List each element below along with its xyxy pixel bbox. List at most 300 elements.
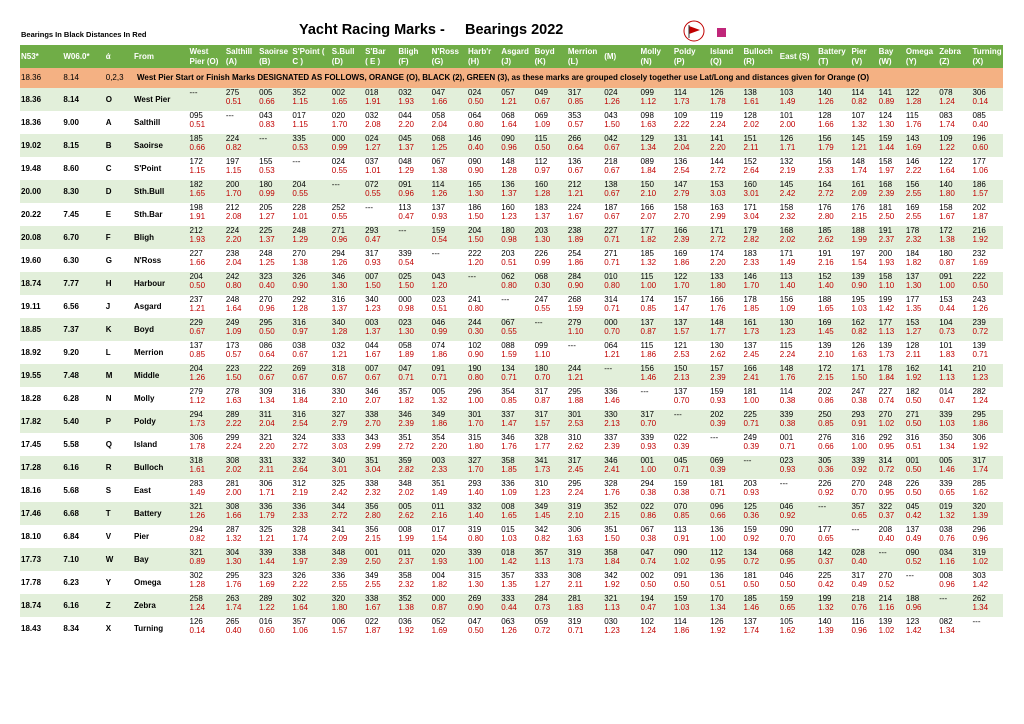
distance-value: 1.37 [398, 143, 414, 153]
distance-value: 2.22 [225, 419, 242, 429]
bearing-value: 270 [259, 295, 273, 304]
distance-value: 0.93 [710, 396, 726, 406]
cell [291, 433, 330, 456]
bearing-value: --- [673, 410, 682, 419]
distance-value: 0.50 [905, 465, 922, 475]
cell [603, 318, 639, 341]
bearing-value: 001 [779, 433, 794, 442]
distance-value: 1.21 [567, 373, 584, 383]
bearing-value: 090 [673, 548, 688, 557]
bearing-value: 126 [779, 134, 794, 143]
cell [640, 295, 673, 318]
cell [500, 548, 533, 571]
column-header [467, 45, 500, 68]
bearing-value: 169 [818, 318, 832, 327]
bearing-value: 306 [972, 88, 986, 97]
cell [364, 479, 397, 502]
distance-value: 0.95 [710, 557, 726, 567]
bearing-value: 140 [818, 617, 832, 626]
cell [878, 594, 905, 617]
bearing-value: 278 [225, 387, 240, 396]
bearing-value: 336 [604, 387, 618, 396]
distance-value: 2.80 [818, 212, 834, 222]
distance-value: 0.85 [501, 396, 517, 406]
distance-value: 1.38 [292, 258, 308, 268]
cell [364, 617, 397, 640]
distance-value: 1.92 [398, 626, 414, 636]
bearing-value: 319 [567, 548, 582, 557]
cell [640, 226, 673, 249]
cell [291, 502, 330, 525]
bearing-value: 156 [818, 134, 832, 143]
cell [779, 433, 817, 456]
distance-value: 0.89 [878, 97, 895, 107]
cell [938, 249, 971, 272]
bearing-value: 022 [673, 433, 688, 442]
cell [364, 502, 397, 525]
cell [189, 571, 225, 594]
cell [603, 364, 639, 387]
bearing-value: 351 [604, 525, 618, 534]
row-lon: 9.20 [62, 341, 104, 364]
cell [779, 548, 817, 571]
bearing-value: 270 [851, 479, 865, 488]
bearing-value: 152 [818, 272, 832, 281]
cell [331, 111, 364, 134]
cell [291, 134, 330, 157]
distance-value: 1.86 [431, 350, 448, 360]
cell [189, 272, 225, 295]
cell [938, 203, 971, 226]
cell [534, 203, 567, 226]
bearing-value: 281 [567, 594, 582, 603]
bearing-value: 005 [431, 387, 446, 396]
row-from: Saoirse [133, 134, 189, 157]
cell [603, 479, 639, 502]
distance-value: 1.24 [189, 603, 206, 613]
cell [225, 203, 258, 226]
distance-value: 2.10 [818, 350, 834, 360]
distance-value: 2.82 [743, 235, 760, 245]
bearing-value: 126 [189, 617, 203, 626]
bearing-value: 037 [365, 157, 379, 166]
distance-value: 2.99 [365, 442, 381, 452]
cell [189, 456, 225, 479]
distance-value: 2.41 [604, 465, 620, 475]
cell [850, 364, 877, 387]
bearing-value: 226 [818, 479, 832, 488]
cell [567, 318, 603, 341]
cell [431, 341, 467, 364]
bearing-value: 043 [431, 272, 446, 281]
cell [331, 456, 364, 479]
bearing-value: 068 [534, 272, 548, 281]
distance-value: 2.62 [567, 442, 584, 452]
mark-row [20, 111, 1003, 134]
distance-value: 2.70 [365, 419, 381, 429]
distance-value: 1.92 [905, 373, 922, 383]
bearing-value: 136 [710, 525, 724, 534]
bearing-value: 348 [331, 548, 346, 557]
bearing-value: 359 [398, 456, 412, 465]
distance-value: 0.64 [259, 350, 275, 360]
distance-value: 1.67 [567, 212, 584, 222]
distance-value: 0.93 [640, 442, 657, 452]
distance-value: 2.45 [567, 465, 584, 475]
distance-value: 0.37 [818, 557, 834, 567]
column-header-line2: (H) [468, 56, 480, 66]
cell [534, 249, 567, 272]
distance-value: 0.70 [851, 488, 868, 498]
bearing-value: 136 [710, 571, 724, 580]
cell [850, 249, 877, 272]
pier-lon: 8.14 [62, 68, 104, 88]
distance-value: 0.60 [259, 626, 275, 636]
cell [779, 88, 817, 111]
bearing-value: 003 [431, 456, 446, 465]
mark-row [20, 180, 1003, 203]
cell [742, 571, 778, 594]
bearing-value: 180 [501, 226, 515, 235]
distance-value: 0.40 [468, 143, 484, 153]
bearing-value: 011 [398, 548, 412, 557]
distance-value: 1.47 [501, 419, 517, 429]
cell [500, 226, 533, 249]
cell [500, 617, 533, 640]
distance-value: 0.51 [431, 304, 448, 314]
bearing-value: 032 [331, 341, 346, 350]
bearing-value: 336 [259, 502, 273, 511]
bearing-value: 046 [779, 571, 794, 580]
cell [467, 180, 500, 203]
bearing-value: 128 [905, 341, 920, 350]
bearing-value: 263 [225, 594, 240, 603]
distance-value: 0.99 [259, 189, 275, 199]
cell [603, 548, 639, 571]
row-from: Sth.Bar [133, 203, 189, 226]
bearing-value: 248 [292, 226, 306, 235]
cell [817, 502, 850, 525]
distance-value: 2.37 [878, 235, 895, 245]
bearing-value: 150 [640, 180, 654, 189]
cell [534, 410, 567, 433]
bearing-value: 020 [331, 111, 346, 120]
bearing-value: 122 [939, 157, 953, 166]
row-code: A [105, 111, 133, 134]
bearing-value: 142 [818, 548, 832, 557]
cell [850, 295, 877, 318]
cell [673, 203, 709, 226]
bearing-value: 191 [878, 226, 893, 235]
distance-value: 1.92 [604, 580, 620, 590]
bearing-value: 346 [365, 387, 379, 396]
column-header-line1: Island [710, 46, 734, 56]
distance-value: 1.24 [640, 626, 657, 636]
bearing-value: 295 [259, 318, 273, 327]
distance-value: 1.46 [640, 373, 657, 383]
cell [225, 157, 258, 180]
cell [938, 479, 971, 502]
cell [673, 387, 709, 410]
distance-value: 1.74 [292, 534, 308, 544]
bearing-value: 188 [851, 226, 865, 235]
bearing-value: 238 [567, 226, 582, 235]
bearing-value: 351 [431, 479, 446, 488]
mark-row [20, 387, 1003, 410]
row-code: P [105, 410, 133, 433]
distance-value: 1.06 [972, 166, 989, 176]
bearing-value: 321 [604, 594, 618, 603]
bearing-value: 244 [567, 364, 582, 373]
distance-value: 0.57 [567, 120, 584, 130]
cell [673, 341, 709, 364]
cell [291, 249, 330, 272]
row-from: Salthill [133, 111, 189, 134]
distance-value: 1.24 [972, 396, 989, 406]
distance-value: 2.09 [331, 534, 348, 544]
cell [603, 341, 639, 364]
cell [742, 479, 778, 502]
bearing-value: 090 [468, 157, 482, 166]
bearing-value: 328 [604, 479, 618, 488]
west-pier-start-row [20, 68, 1003, 88]
bearing-value: 258 [189, 594, 203, 603]
column-header-line1: N'Ross [431, 46, 459, 56]
cell [431, 502, 467, 525]
cell [640, 341, 673, 364]
bearing-value: 194 [640, 594, 654, 603]
column-header [331, 45, 364, 68]
cell [189, 617, 225, 640]
cell [397, 249, 430, 272]
bearing-value: 146 [905, 157, 920, 166]
bearing-value: 148 [779, 364, 794, 373]
cell [500, 272, 533, 295]
bearing-value: 137 [743, 341, 757, 350]
distance-value: 1.00 [743, 396, 760, 406]
cell [567, 433, 603, 456]
cell [972, 594, 1004, 617]
cell [431, 387, 467, 410]
column-header-line1: Bulloch [743, 46, 773, 56]
cell [878, 111, 905, 134]
bearing-value: 222 [972, 272, 986, 281]
cell [567, 157, 603, 180]
row-from: Bulloch [133, 456, 189, 479]
bearing-value: 336 [331, 571, 346, 580]
cell [817, 617, 850, 640]
cell [972, 272, 1004, 295]
row-from: Zebra [133, 594, 189, 617]
bearing-value: 107 [851, 111, 865, 120]
bearing-value: 150 [673, 364, 688, 373]
bearing-value: 331 [259, 456, 273, 465]
cell [709, 571, 742, 594]
cell [534, 433, 567, 456]
row-lat: 18.36 [20, 111, 62, 134]
bearing-value: 323 [259, 272, 273, 281]
bearing-value: 262 [972, 594, 986, 603]
bearing-value: 005 [398, 502, 412, 511]
cell [467, 571, 500, 594]
cell [905, 548, 938, 571]
bearing-value: 088 [501, 341, 515, 350]
distance-value: 1.09 [501, 488, 517, 498]
cell [742, 364, 778, 387]
distance-value: 2.04 [259, 419, 275, 429]
cell [331, 502, 364, 525]
column-header [431, 45, 467, 68]
cell [779, 157, 817, 180]
bearing-value: 343 [365, 433, 379, 442]
cell [850, 88, 877, 111]
cell [905, 111, 938, 134]
cell [567, 456, 603, 479]
distance-value: 1.26 [501, 626, 517, 636]
bearing-value: 119 [710, 111, 723, 120]
distance-value: 0.47 [398, 212, 414, 222]
cell [850, 111, 877, 134]
bearing-value: 320 [972, 502, 986, 511]
cell [225, 387, 258, 410]
cell [972, 364, 1004, 387]
cell [850, 525, 877, 548]
bearing-value: 047 [468, 617, 482, 626]
cell [225, 318, 258, 341]
bearing-value: 190 [468, 364, 482, 373]
cell [709, 479, 742, 502]
bearing-value: 242 [225, 272, 240, 281]
cell [972, 111, 1004, 134]
cell [878, 249, 905, 272]
distance-value: 2.50 [878, 212, 895, 222]
bearing-value: 185 [640, 249, 654, 258]
distance-value: 1.39 [818, 626, 834, 636]
cell [779, 410, 817, 433]
bearing-value: 115 [905, 111, 919, 120]
row-lat: 18.92 [20, 341, 62, 364]
cell [258, 318, 291, 341]
row-lon: 7.77 [62, 272, 104, 295]
bearing-value: 114 [851, 88, 865, 97]
row-code: Q [105, 433, 133, 456]
cell [567, 548, 603, 571]
bearing-value: 178 [905, 226, 920, 235]
distance-value: 1.57 [331, 626, 348, 636]
distance-value: 0.65 [851, 511, 868, 521]
distance-value: 0.55 [331, 166, 348, 176]
distance-value: 2.32 [398, 580, 414, 590]
bearing-value: 146 [468, 134, 482, 143]
bearing-value: 115 [779, 341, 793, 350]
distance-value: 1.65 [818, 304, 834, 314]
bearing-value: 176 [851, 203, 865, 212]
bearing-value: 224 [225, 226, 240, 235]
cell [189, 157, 225, 180]
bearing-value: 032 [365, 111, 379, 120]
distance-value: 2.54 [292, 419, 308, 429]
cell [534, 364, 567, 387]
row-code: W [105, 548, 133, 571]
cell [640, 318, 673, 341]
cell [364, 318, 397, 341]
distance-value: 1.13 [534, 557, 551, 567]
row-lat: 18.74 [20, 272, 62, 295]
bearing-value: 159 [878, 134, 893, 143]
cell [431, 272, 467, 295]
distance-value: 0.71 [972, 350, 989, 360]
distance-value: 1.34 [640, 143, 657, 153]
cell [742, 456, 778, 479]
bearing-value: 328 [534, 433, 548, 442]
cell [878, 295, 905, 318]
cell [938, 617, 971, 640]
cell [500, 387, 533, 410]
bearing-value: 187 [604, 203, 618, 212]
distance-value: 2.09 [851, 189, 868, 199]
cell [850, 594, 877, 617]
cell [258, 341, 291, 364]
cell [225, 272, 258, 295]
cell [905, 387, 938, 410]
mark-row [20, 249, 1003, 272]
distance-value: 2.72 [818, 189, 834, 199]
cell [850, 341, 877, 364]
bearing-value: 223 [225, 364, 240, 373]
distance-value: 1.50 [365, 281, 381, 291]
cell [709, 318, 742, 341]
bearing-value: --- [225, 111, 234, 120]
row-lon: 6.56 [62, 295, 104, 318]
bearing-value: 168 [878, 180, 893, 189]
distance-value: 1.74 [972, 465, 989, 475]
cell [364, 203, 397, 226]
bearing-value: 270 [878, 410, 893, 419]
distance-value: 0.86 [818, 396, 834, 406]
cell [258, 410, 291, 433]
distance-value: 1.74 [851, 166, 868, 176]
cell [189, 203, 225, 226]
cell [567, 571, 603, 594]
row-lat: 17.73 [20, 548, 62, 571]
cell [742, 341, 778, 364]
distance-value: 1.16 [878, 603, 895, 613]
distance-value: 0.67 [365, 373, 381, 383]
distance-value: 0.82 [189, 534, 206, 544]
column-header-line2: (B) [259, 56, 271, 66]
distance-value: 1.38 [939, 235, 955, 245]
column-header [534, 45, 567, 68]
distance-value: 0.71 [501, 373, 517, 383]
distance-value: 2.33 [818, 166, 834, 176]
cell [189, 134, 225, 157]
cell [291, 594, 330, 617]
page-title: Yacht Racing Marks - Bearings 2022 [299, 22, 564, 38]
distance-value: 0.85 [189, 350, 206, 360]
distance-value: 2.62 [818, 235, 834, 245]
bearing-value: 168 [779, 226, 794, 235]
cell [972, 479, 1004, 502]
bearing-value: 252 [331, 203, 346, 212]
cell [467, 295, 500, 318]
bearing-value: 116 [851, 617, 865, 626]
distance-value: 0.67 [259, 373, 275, 383]
bearing-value: 324 [292, 433, 306, 442]
bearing-value: 158 [878, 157, 893, 166]
distance-value: 2.10 [640, 189, 657, 199]
bearing-value: 268 [567, 295, 582, 304]
bearing-value: 353 [567, 111, 582, 120]
